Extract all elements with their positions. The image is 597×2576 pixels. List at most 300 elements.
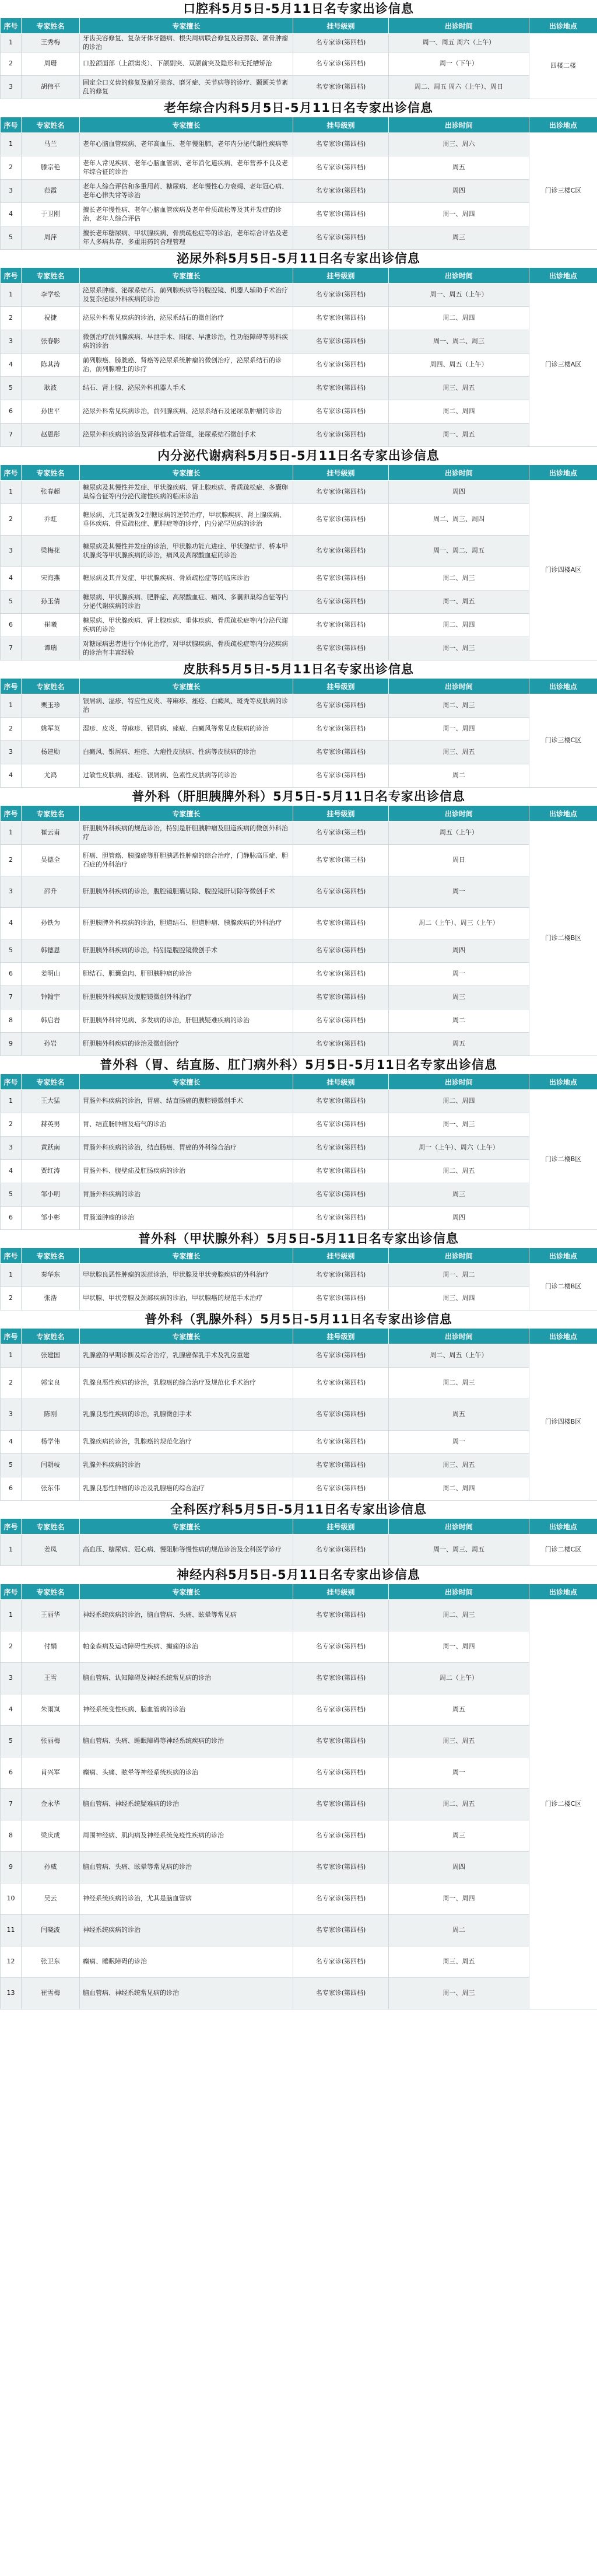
- column-header: 出诊地点: [529, 1584, 597, 1600]
- cell-clinic-location: 门诊三楼C区: [529, 694, 597, 788]
- cell-registration-level: 名专家诊(第四档): [293, 764, 389, 788]
- cell-number: 5: [1, 939, 22, 963]
- cell-number: 2: [1, 307, 22, 330]
- table-row: [1, 1368, 597, 1399]
- cell-registration-level: 名专家诊(第四档): [293, 226, 389, 250]
- schedule-table: [0, 1584, 597, 2009]
- cell-specialty: 乳腺良恶性疾病的诊治，乳腺癌的综合治疗及规范化手术治疗: [80, 1368, 293, 1399]
- cell-expert-name: 闫朝岐: [22, 1454, 80, 1477]
- cell-expert-name: 谭瑞: [22, 637, 80, 660]
- cell-specialty: 甲状腺、甲状旁腺及颈部疾病的诊治，甲状腺癌的规范手术治疗: [80, 1287, 293, 1310]
- cell-number: 4: [1, 1431, 22, 1454]
- column-header: 专家姓名: [22, 806, 80, 822]
- table-row: [1, 203, 597, 226]
- cell-number: 6: [1, 614, 22, 637]
- column-header: 出诊地点: [529, 465, 597, 481]
- cell-registration-level: 名专家诊(第四档): [293, 741, 389, 764]
- cell-expert-name: 张东伟: [22, 1477, 80, 1501]
- column-header: 出诊时间: [389, 18, 529, 34]
- cell-specialty: 微创治疗前列腺疾病、早泄手术、阳痿、早泄诊治，性功能障碍等男科疾病的诊治: [80, 330, 293, 354]
- cell-number: 3: [1, 180, 22, 203]
- cell-specialty: 糖尿病及其并发症、甲状腺疾病、骨质疏松症等的临床诊治: [80, 567, 293, 590]
- cell-specialty: 神经系统疾病的诊治，尤其是脑血管病: [80, 1883, 293, 1915]
- cell-expert-name: 张建国: [22, 1344, 80, 1368]
- cell-clinic-time: 周一、周四: [389, 718, 529, 741]
- cell-number: 3: [1, 536, 22, 567]
- cell-registration-level: 名专家诊(第四档): [293, 1820, 389, 1852]
- column-header: 专家姓名: [22, 117, 80, 133]
- cell-number: 2: [1, 156, 22, 180]
- table-row: [1, 1264, 597, 1287]
- cell-registration-level: 名专家诊(第四档): [293, 986, 389, 1009]
- cell-clinic-time: 周五: [389, 1033, 529, 1056]
- table-row: [1, 614, 597, 637]
- cell-clinic-time: 周二、周五: [389, 1160, 529, 1183]
- cell-number: 4: [1, 1160, 22, 1183]
- cell-specialty: 固定全口义齿的修复及前牙美容、磨牙症、关节病等的诊疗、颞颌关节紊乱的修复: [80, 76, 293, 99]
- cell-number: 1: [1, 133, 22, 156]
- schedule-table: [0, 805, 597, 1056]
- column-header: 序号: [1, 117, 22, 133]
- column-header: 出诊地点: [529, 1074, 597, 1090]
- cell-specialty: 胃、结直肠肿瘤及疝气的诊治: [80, 1113, 293, 1137]
- cell-number: 2: [1, 1287, 22, 1310]
- cell-number: 6: [1, 400, 22, 424]
- cell-expert-name: 周珊: [22, 53, 80, 76]
- table-row: [1, 76, 597, 99]
- cell-number: 1: [1, 694, 22, 718]
- table-row: [1, 986, 597, 1009]
- table-row: [1, 876, 597, 908]
- cell-clinic-time: 周二、周四: [389, 400, 529, 424]
- cell-specialty: 乳腺疾病的诊治，乳腺癌的规范化治疗: [80, 1431, 293, 1454]
- cell-registration-level: 名专家诊(第四档): [293, 76, 389, 99]
- cell-registration-level: 名专家诊(第四档): [293, 567, 389, 590]
- cell-specialty: 泌尿外科疾病的诊治及肾移植术后管理，泌尿系结石微创手术: [80, 424, 293, 447]
- schedule-section: [0, 447, 597, 660]
- cell-registration-level: 名专家诊(第四档): [293, 1207, 389, 1230]
- cell-expert-name: 范霞: [22, 180, 80, 203]
- schedule-section: [0, 0, 597, 99]
- table-row: [1, 1694, 597, 1726]
- column-header: 专家擅长: [80, 465, 293, 481]
- table-row: [1, 1663, 597, 1694]
- cell-clinic-time: 周三、周五: [389, 377, 529, 400]
- section-title: 口腔科5月5日-5月11日名专家出诊信息: [183, 2, 414, 16]
- schedule-table: [0, 464, 597, 660]
- cell-clinic-time: 周一: [389, 876, 529, 908]
- cell-expert-name: 周萍: [22, 226, 80, 250]
- cell-registration-level: 名专家诊(第四档): [293, 1726, 389, 1757]
- column-header: 挂号级别: [293, 806, 389, 822]
- table-row: [1, 330, 597, 354]
- schedule-section: [0, 1501, 597, 1566]
- cell-specialty: 胃肠外科疾病的诊治，结直肠癌、胃癌的外科综合治疗: [80, 1137, 293, 1160]
- table-row: [1, 741, 597, 764]
- cell-clinic-location: 门诊二楼B区: [529, 1090, 597, 1230]
- cell-registration-level: 名专家诊(第四档): [293, 1600, 389, 1631]
- cell-specialty: 周围神经病、肌肉病及神经系统免疫性疾病的诊治: [80, 1820, 293, 1852]
- cell-number: 1: [1, 1535, 22, 1566]
- cell-clinic-time: 周二、周三: [389, 1600, 529, 1631]
- cell-registration-level: 名专家诊(第四档): [293, 1137, 389, 1160]
- cell-clinic-location: 门诊四楼A区: [529, 481, 597, 660]
- table-row: [1, 1820, 597, 1852]
- cell-expert-name: 张春影: [22, 330, 80, 354]
- cell-clinic-time: 周二: [389, 1915, 529, 1946]
- cell-clinic-time: 周三、周五: [389, 1454, 529, 1477]
- cell-clinic-time: 周二、周四: [389, 1090, 529, 1113]
- cell-clinic-time: 周二、周五（上午）: [389, 1344, 529, 1368]
- column-header: 专家姓名: [22, 465, 80, 481]
- cell-expert-name: 肖兴军: [22, 1757, 80, 1789]
- table-header-row: [1, 1074, 597, 1090]
- cell-number: 2: [1, 845, 22, 876]
- column-header: 出诊时间: [389, 806, 529, 822]
- schedule-table: [0, 1328, 597, 1501]
- cell-registration-level: 名专家诊(第四档): [293, 1477, 389, 1501]
- cell-clinic-time: 周一、周三: [389, 1978, 529, 2009]
- cell-expert-name: 闫晓波: [22, 1915, 80, 1946]
- cell-registration-level: 名专家诊(第四档): [293, 1090, 389, 1113]
- cell-clinic-time: 周二（上午）、周三（上午）: [389, 908, 529, 939]
- table-row: [1, 1883, 597, 1915]
- cell-expert-name: 王丽华: [22, 1600, 80, 1631]
- cell-clinic-time: 周二、周四: [389, 307, 529, 330]
- table-row: [1, 53, 597, 76]
- cell-expert-name: 韩启岩: [22, 1009, 80, 1033]
- cell-specialty: 泌尿系肿瘤、泌尿系结石、前列腺疾病等的腹腔镜、机器人辅助手术治疗及复杂泌尿外科疾病的诊治: [80, 284, 293, 307]
- cell-specialty: 胃肠外科、腹壁疝及肛肠疾病的诊治: [80, 1160, 293, 1183]
- cell-expert-name: 邹小明: [22, 1183, 80, 1207]
- cell-expert-name: 滕宗艳: [22, 156, 80, 180]
- cell-specialty: 脑血管病、头痛、睡眠障碍等神经系统疾病的诊治: [80, 1726, 293, 1757]
- cell-number: 7: [1, 637, 22, 660]
- schedule-section: [0, 1056, 597, 1230]
- cell-expert-name: 孙玉倩: [22, 590, 80, 614]
- cell-clinic-location: 门诊二楼B区: [529, 822, 597, 1056]
- column-header: 专家姓名: [22, 679, 80, 694]
- cell-expert-name: 金永华: [22, 1789, 80, 1820]
- cell-specialty: 泌尿外科常见疾病诊治，前列腺疾病、泌尿系结石及泌尿系肿瘤的诊治: [80, 400, 293, 424]
- cell-clinic-time: 周二、周四: [389, 614, 529, 637]
- cell-number: 5: [1, 1454, 22, 1477]
- table-row: [1, 504, 597, 536]
- cell-specialty: 过敏性皮肤病、痤疮、银屑病、色素性皮肤病等的诊治: [80, 764, 293, 788]
- cell-specialty: 肝胆胰脾外科疾病的诊治，胆道结石、胆道肿瘤、胰腺疾病的外科治疗: [80, 908, 293, 939]
- column-header: 专家擅长: [80, 806, 293, 822]
- cell-specialty: 帕金森病及运动障碍性疾病、癫痫的诊治: [80, 1631, 293, 1663]
- cell-expert-name: 祝捷: [22, 307, 80, 330]
- table-row: [1, 939, 597, 963]
- schedule-section: [0, 250, 597, 447]
- cell-clinic-time: 周一（下午）: [389, 53, 529, 76]
- column-header: 出诊时间: [389, 1329, 529, 1344]
- column-header: 出诊时间: [389, 1074, 529, 1090]
- table-row: [1, 1207, 597, 1230]
- cell-registration-level: 名专家诊(第四档): [293, 1915, 389, 1946]
- cell-clinic-time: 周一: [389, 1431, 529, 1454]
- table-row: [1, 1399, 597, 1431]
- cell-clinic-time: 周一、周三、周五: [389, 1535, 529, 1566]
- cell-clinic-time: 周一、周五 周六（上午）: [389, 34, 529, 53]
- cell-registration-level: 名专家诊(第四档): [293, 180, 389, 203]
- cell-clinic-time: 周一、周四: [389, 1883, 529, 1915]
- table-row: [1, 536, 597, 567]
- table-row: [1, 1137, 597, 1160]
- column-header: 序号: [1, 806, 22, 822]
- cell-clinic-time: 周四、周五（上午）: [389, 354, 529, 377]
- table-row: [1, 1477, 597, 1501]
- cell-number: 5: [1, 1726, 22, 1757]
- cell-registration-level: 名专家诊(第四档): [293, 424, 389, 447]
- table-row: [1, 1009, 597, 1033]
- cell-specialty: 前列腺癌、膀胱癌、肾癌等泌尿系统肿瘤的微创治疗，泌尿系结石的诊治，前列腺增生的诊疗: [80, 354, 293, 377]
- cell-registration-level: 名专家诊(第四档): [293, 203, 389, 226]
- column-header: 序号: [1, 1248, 22, 1264]
- cell-expert-name: 赫英男: [22, 1113, 80, 1137]
- cell-registration-level: 名专家诊(第四档): [293, 1033, 389, 1056]
- schedule-table: [0, 18, 597, 99]
- cell-clinic-location: 门诊三楼A区: [529, 284, 597, 447]
- cell-registration-level: 名专家诊(第四档): [293, 590, 389, 614]
- schedule-section: [0, 1566, 597, 2009]
- cell-specialty: 肝胆胰外科疾病的诊治，腹腔镜胆囊切除、腹腔镜肝切除等微创手术: [80, 876, 293, 908]
- cell-clinic-time: 周三: [389, 226, 529, 250]
- cell-number: 13: [1, 1978, 22, 2009]
- cell-clinic-time: 周一、周二、周三: [389, 330, 529, 354]
- table-header-row: [1, 1248, 597, 1264]
- table-row: [1, 1946, 597, 1978]
- column-header: 专家擅长: [80, 18, 293, 34]
- column-header: 出诊地点: [529, 1329, 597, 1344]
- column-header: 专家擅长: [80, 117, 293, 133]
- table-header-row: [1, 1519, 597, 1535]
- cell-clinic-time: 周一、周四: [389, 203, 529, 226]
- table-row: [1, 1033, 597, 1056]
- table-row: [1, 133, 597, 156]
- cell-specialty: 神经系统疾病的诊治，脑血管病、头痛、眩晕等常见病: [80, 1600, 293, 1631]
- cell-registration-level: 名专家诊(第四档): [293, 504, 389, 536]
- cell-number: 6: [1, 1477, 22, 1501]
- cell-expert-name: 吴云: [22, 1883, 80, 1915]
- table-header-row: [1, 117, 597, 133]
- column-header: 专家擅长: [80, 679, 293, 694]
- cell-registration-level: 名专家诊(第四档): [293, 1631, 389, 1663]
- cell-registration-level: 名专家诊(第四档): [293, 1852, 389, 1883]
- cell-expert-name: 钟翰宇: [22, 986, 80, 1009]
- cell-specialty: 乳腺良恶性疾病的诊治，乳腺微创手术: [80, 1399, 293, 1431]
- cell-expert-name: 韩德恩: [22, 939, 80, 963]
- cell-registration-level: 名专家诊(第四档): [293, 133, 389, 156]
- table-row: [1, 400, 597, 424]
- cell-expert-name: 王大猛: [22, 1090, 80, 1113]
- schedule-section: [0, 99, 597, 250]
- column-header: 挂号级别: [293, 117, 389, 133]
- cell-registration-level: 名专家诊(第四档): [293, 354, 389, 377]
- cell-clinic-time: 周一（上午）、周六（上午）: [389, 1137, 529, 1160]
- table-row: [1, 1852, 597, 1883]
- table-row: [1, 1978, 597, 2009]
- cell-registration-level: 名专家诊(第四档): [293, 614, 389, 637]
- cell-registration-level: 名专家诊(第四档): [293, 637, 389, 660]
- cell-number: 6: [1, 963, 22, 986]
- table-row: [1, 1915, 597, 1946]
- cell-registration-level: 名专家诊(第四档): [293, 536, 389, 567]
- cell-clinic-time: 周一、周五: [389, 424, 529, 447]
- cell-number: 4: [1, 1694, 22, 1726]
- column-header: 序号: [1, 268, 22, 284]
- cell-number: 4: [1, 908, 22, 939]
- table-header-row: [1, 465, 597, 481]
- column-header: 专家擅长: [80, 1329, 293, 1344]
- column-header: 专家姓名: [22, 1074, 80, 1090]
- cell-number: 4: [1, 203, 22, 226]
- cell-clinic-time: 周二、周三: [389, 567, 529, 590]
- cell-specialty: 糖尿病及其慢性并发症、甲状腺疾病、肾上腺疾病、骨质疏松症、多囊卵巢综合征等内分泌代谢性疾病的临床诊治: [80, 481, 293, 504]
- section-title: 普外科（甲状腺外科）5月5日-5月11日名专家出诊信息: [138, 1232, 459, 1246]
- cell-expert-name: 耿波: [22, 377, 80, 400]
- column-header: 专家姓名: [22, 268, 80, 284]
- cell-number: 6: [1, 1757, 22, 1789]
- cell-specialty: 乳腺外科疾病的诊治: [80, 1454, 293, 1477]
- cell-number: 2: [1, 53, 22, 76]
- column-header: 挂号级别: [293, 679, 389, 694]
- table-row: [1, 424, 597, 447]
- column-header: 专家姓名: [22, 18, 80, 34]
- cell-specialty: 脑血管病、神经系统疑难病的诊治: [80, 1789, 293, 1820]
- column-header: 序号: [1, 465, 22, 481]
- schedule-table: [0, 117, 597, 250]
- cell-specialty: 结石、肾上腺、泌尿外科机器人手术: [80, 377, 293, 400]
- table-row: [1, 284, 597, 307]
- cell-expert-name: 姜明山: [22, 963, 80, 986]
- cell-registration-level: 名专家诊(第四档): [293, 307, 389, 330]
- column-header: 挂号级别: [293, 1074, 389, 1090]
- cell-number: 8: [1, 1820, 22, 1852]
- column-header: 专家姓名: [22, 1584, 80, 1600]
- column-header: 出诊地点: [529, 268, 597, 284]
- table-header-row: [1, 679, 597, 694]
- cell-number: 2: [1, 1113, 22, 1137]
- table-row: [1, 1090, 597, 1113]
- cell-expert-name: 崔曦: [22, 614, 80, 637]
- cell-registration-level: 名专家诊(第四档): [293, 1431, 389, 1454]
- cell-clinic-time: 周二、周三、周四: [389, 504, 529, 536]
- column-header: 出诊时间: [389, 465, 529, 481]
- cell-clinic-time: 周一、周三: [389, 637, 529, 660]
- table-row: [1, 34, 597, 53]
- table-row: [1, 1535, 597, 1566]
- column-header: 专家姓名: [22, 1248, 80, 1264]
- cell-expert-name: 杨学伟: [22, 1431, 80, 1454]
- column-header: 序号: [1, 1074, 22, 1090]
- cell-clinic-time: 周二、周五 周六（上午）、周日: [389, 76, 529, 99]
- cell-specialty: 口腔颌面部（上颌窦炎）、下颌副突、双颌前突及隐形和无托槽矫治: [80, 53, 293, 76]
- cell-number: 5: [1, 226, 22, 250]
- table-row: [1, 307, 597, 330]
- cell-clinic-time: 周二（上午）: [389, 1663, 529, 1694]
- cell-clinic-time: 周一、周三: [389, 1113, 529, 1137]
- cell-clinic-location: 门诊二楼B区: [529, 1264, 597, 1310]
- table-row: [1, 1183, 597, 1207]
- cell-specialty: 胆结石、胆囊息肉、肝胆胰肿瘤的诊治: [80, 963, 293, 986]
- cell-number: 3: [1, 876, 22, 908]
- cell-expert-name: 于卫刚: [22, 203, 80, 226]
- cell-expert-name: 孙铁为: [22, 908, 80, 939]
- column-header: 出诊地点: [529, 117, 597, 133]
- cell-expert-name: 宋海燕: [22, 567, 80, 590]
- table-row: [1, 481, 597, 504]
- table-row: [1, 1113, 597, 1137]
- schedule-table: [0, 267, 597, 447]
- cell-expert-name: 付娟: [22, 1631, 80, 1663]
- column-header: 序号: [1, 1519, 22, 1535]
- cell-clinic-time: 周一、周五: [389, 590, 529, 614]
- cell-registration-level: 名专家诊(第四档): [293, 1757, 389, 1789]
- cell-expert-name: 孙威: [22, 1852, 80, 1883]
- table-header-row: [1, 18, 597, 34]
- cell-registration-level: 名专家诊(第四档): [293, 1009, 389, 1033]
- cell-registration-level: 名专家诊(第四档): [293, 1946, 389, 1978]
- cell-number: 1: [1, 1090, 22, 1113]
- cell-clinic-time: 周五: [389, 1694, 529, 1726]
- table-row: [1, 1287, 597, 1310]
- column-header: 挂号级别: [293, 1584, 389, 1600]
- table-row: [1, 1431, 597, 1454]
- cell-expert-name: 栗玉珍: [22, 694, 80, 718]
- cell-registration-level: 名专家诊(第四档): [293, 963, 389, 986]
- cell-number: 5: [1, 1183, 22, 1207]
- table-row: [1, 1789, 597, 1820]
- schedule-table: [0, 1074, 597, 1230]
- table-row: [1, 1600, 597, 1631]
- cell-number: 9: [1, 1033, 22, 1056]
- cell-number: 1: [1, 284, 22, 307]
- cell-expert-name: 姜凤: [22, 1535, 80, 1566]
- column-header: 专家擅长: [80, 268, 293, 284]
- cell-registration-level: 名专家诊(第四档): [293, 1287, 389, 1310]
- cell-expert-name: 秦华东: [22, 1264, 80, 1287]
- table-row: [1, 1344, 597, 1368]
- cell-specialty: 癫痫、睡眠障碍的诊治: [80, 1946, 293, 1978]
- cell-number: 2: [1, 1631, 22, 1663]
- cell-clinic-time: 周一、周二: [389, 1264, 529, 1287]
- cell-specialty: 银屑病、湿疹、特应性皮炎、荨麻疹、痤疮、白癜风、斑秃等皮肤病的诊治: [80, 694, 293, 718]
- cell-expert-name: 李学松: [22, 284, 80, 307]
- column-header: 出诊地点: [529, 679, 597, 694]
- cell-registration-level: 名专家诊(第四档): [293, 1694, 389, 1726]
- cell-number: 5: [1, 590, 22, 614]
- cell-clinic-time: 周三、周四: [389, 1287, 529, 1310]
- cell-clinic-time: 周四: [389, 180, 529, 203]
- cell-specialty: 乳腺良恶性肿瘤的诊治及乳腺癌的综合治疗: [80, 1477, 293, 1501]
- cell-specialty: 白癜风、银屑病、痤疮、大疱性皮肤病、性病等皮肤病的诊治: [80, 741, 293, 764]
- schedule-section: [0, 660, 597, 788]
- cell-registration-level: 名专家诊(第四档): [293, 1399, 389, 1431]
- column-header: 出诊地点: [529, 806, 597, 822]
- table-row: [1, 694, 597, 718]
- cell-expert-name: 郭宝良: [22, 1368, 80, 1399]
- cell-clinic-location: 门诊二楼C区: [529, 1600, 597, 2009]
- cell-number: 1: [1, 481, 22, 504]
- cell-specialty: 肝胆胰外科常见病、多发病的诊治，肝胆胰疑难疾病的诊治: [80, 1009, 293, 1033]
- column-header: 出诊时间: [389, 679, 529, 694]
- cell-clinic-time: 周三: [389, 986, 529, 1009]
- cell-specialty: 肝胆胰外科疾病及腹腔镜微创外科治疗: [80, 986, 293, 1009]
- column-header: 序号: [1, 1584, 22, 1600]
- cell-specialty: 神经系统疾病的诊治: [80, 1915, 293, 1946]
